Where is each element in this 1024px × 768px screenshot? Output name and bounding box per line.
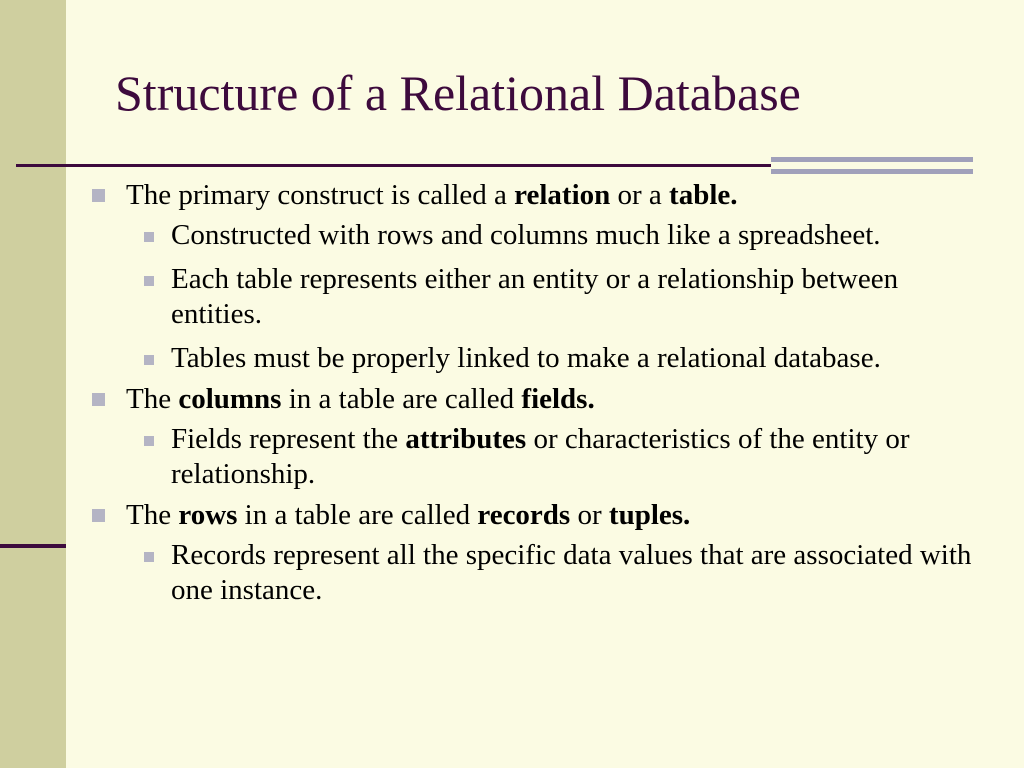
bold-term: columns: [178, 383, 282, 415]
text-run: Fields represent the: [171, 423, 406, 455]
sub-bullet-text: [171, 538, 986, 608]
text-run: or a: [610, 179, 670, 211]
bold-term: table.: [669, 179, 738, 211]
text-run: Tables must be properly linked to make a relational database.: [171, 342, 881, 374]
text-run: or characteristics of the entity or relationship.: [171, 423, 910, 490]
text-run: in a table are called: [281, 383, 522, 415]
text-run: Each table represents either an entity or a relationship between entities.: [171, 263, 899, 330]
slide-body: [90, 172, 990, 610]
square-bullet-icon: [144, 232, 154, 242]
square-bullet-icon: [92, 393, 105, 406]
text-run: The: [126, 383, 179, 415]
subpoint-list: [90, 218, 990, 376]
text-run: The primary construct is called a: [126, 179, 515, 211]
bold-term: tuples.: [608, 499, 691, 531]
sub-bullet-point: [171, 218, 990, 253]
sub-bullet-text: [171, 422, 986, 492]
text-run: Constructed with rows and columns much like a spreadsheet.: [171, 219, 881, 251]
bullet-text: [126, 499, 690, 531]
bullet-point: [90, 176, 990, 214]
accent-bar-top: [771, 157, 973, 162]
sub-bullet-text: [171, 218, 986, 253]
bullet-point: [90, 380, 990, 418]
square-bullet-icon: [144, 436, 154, 446]
sub-bullet-point: [171, 262, 990, 332]
bullet-point: [90, 496, 990, 534]
sub-bullet-point: [171, 341, 990, 376]
text-run: or: [570, 499, 609, 531]
sub-bullet-point: [171, 538, 990, 608]
subpoint-list: [90, 538, 990, 608]
sub-bullet-text: [171, 341, 986, 376]
subpoint-list: [90, 422, 990, 492]
side-rule: [0, 544, 66, 548]
bold-term: fields.: [521, 383, 595, 415]
bullet-text: [126, 383, 595, 415]
text-run: in a table are called: [237, 499, 478, 531]
bold-term: records: [477, 499, 571, 531]
sub-bullet-point: [171, 422, 990, 492]
square-bullet-icon: [144, 552, 154, 562]
square-bullet-icon: [92, 509, 105, 522]
text-run: Records represent all the specific data values that are associated with one instance.: [171, 539, 972, 606]
sub-bullet-text: [171, 262, 986, 332]
bullet-text: [126, 179, 738, 211]
bold-term: attributes: [405, 423, 527, 455]
slide-title: Structure of a Relational Database: [115, 65, 801, 121]
title-rule: [16, 164, 771, 167]
square-bullet-icon: [144, 355, 154, 365]
side-band: [0, 0, 66, 768]
square-bullet-icon: [144, 276, 154, 286]
square-bullet-icon: [92, 189, 105, 202]
text-run: The: [126, 499, 179, 531]
bold-term: rows: [178, 499, 238, 531]
bold-term: relation: [514, 179, 611, 211]
